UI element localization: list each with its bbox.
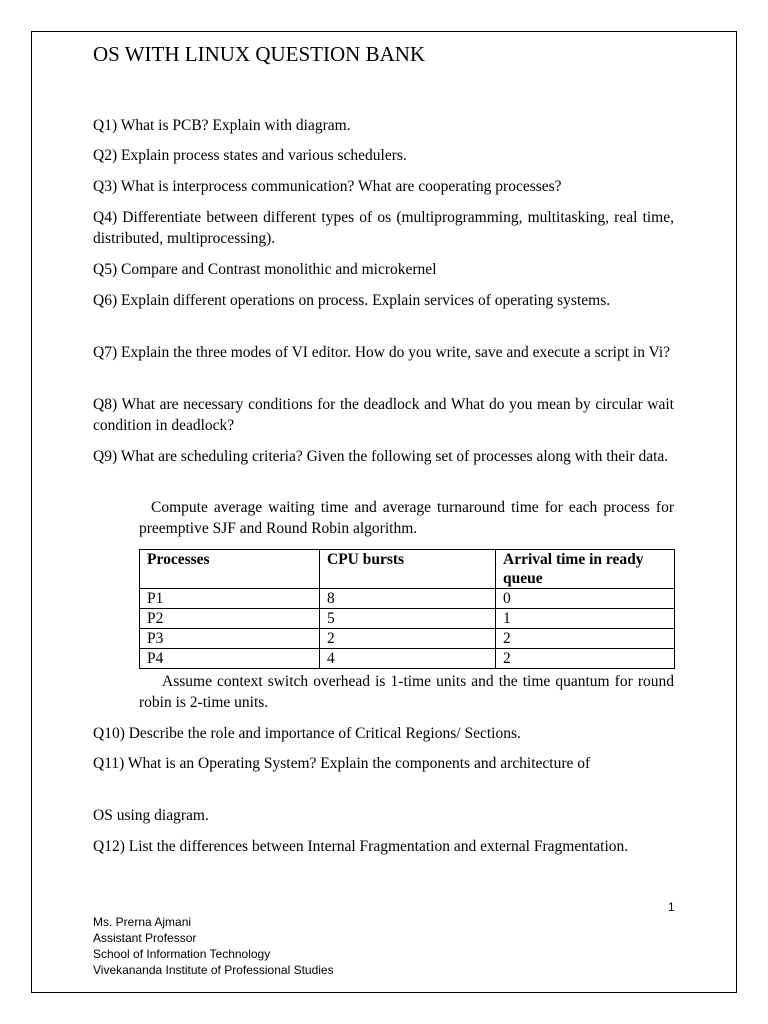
table-cell: P2 xyxy=(140,609,320,629)
table-cell: 8 xyxy=(320,589,496,609)
question-2: Q2) Explain process states and various schedulers. xyxy=(93,147,407,164)
table-header-processes: Processes xyxy=(140,550,320,589)
question-9: Q9) What are scheduling criteria? Given the following set of processes along with their data. xyxy=(93,448,669,465)
table-cell: 4 xyxy=(320,649,496,669)
footer-institute: Vivekananda Institute of Professional Studies xyxy=(93,963,334,977)
question-6: Q6) Explain different operations on process. Explain services of operating systems. xyxy=(93,292,611,309)
question-5: Q5) Compare and Contrast monolithic and microkernel xyxy=(93,261,437,278)
table-row xyxy=(140,629,675,649)
page-title: OS WITH LINUX QUESTION BANK xyxy=(93,42,426,66)
question-1: Q1) What is PCB? Explain with diagram. xyxy=(93,117,351,134)
table-header-cpu-bursts: CPU bursts xyxy=(320,550,496,589)
q9-compute-text: Compute average waiting time and average turnaround time for each process for preemptive SJF and Round Robin algorithm. xyxy=(139,499,674,537)
table-header-arrival-time: Arrival time in ready queue xyxy=(496,550,675,589)
table-cell: 0 xyxy=(496,589,675,609)
page-number: 1 xyxy=(668,900,675,914)
table-cell: 1 xyxy=(496,609,675,629)
table-row xyxy=(140,589,675,609)
process-table xyxy=(139,549,675,669)
q9-note-text: Assume context switch overhead is 1-time units and the time quantum for round robin is 2-time units. xyxy=(139,673,674,711)
footer-name: Ms. Prerna Ajmani xyxy=(93,915,192,929)
table-cell: 2 xyxy=(496,649,675,669)
footer xyxy=(93,914,334,978)
table-row xyxy=(140,609,675,629)
question-4: Q4) Differentiate between different types of os (multiprogramming, multitasking, real time, distributed, multiprocessing). xyxy=(93,209,674,247)
table-cell: 2 xyxy=(320,629,496,649)
table-row xyxy=(140,649,675,669)
footer-school: School of Information Technology xyxy=(93,947,271,961)
question-10: Q10) Describe the role and importance of Critical Regions/ Sections. xyxy=(93,725,521,742)
table-cell: 2 xyxy=(496,629,675,649)
table-header-row xyxy=(140,550,675,589)
question-11: Q11) What is an Operating System? Explain the components and architecture of xyxy=(93,755,591,772)
footer-position: Assistant Professor xyxy=(93,931,197,945)
question-11-continued: OS using diagram. xyxy=(93,807,209,824)
table-cell: P1 xyxy=(140,589,320,609)
question-7: Q7) Explain the three modes of VI editor. How do you write, save and execute a script in Vi? xyxy=(93,344,671,361)
table-cell: P4 xyxy=(140,649,320,669)
table-cell: P3 xyxy=(140,629,320,649)
question-12: Q12) List the differences between Internal Fragmentation and external Fragmentation. xyxy=(93,838,629,855)
question-8: Q8) What are necessary conditions for the deadlock and What do you mean by circular wait condition in deadlock? xyxy=(93,396,674,434)
table-cell: 5 xyxy=(320,609,496,629)
question-3: Q3) What is interprocess communication? What are cooperating processes? xyxy=(93,178,562,195)
